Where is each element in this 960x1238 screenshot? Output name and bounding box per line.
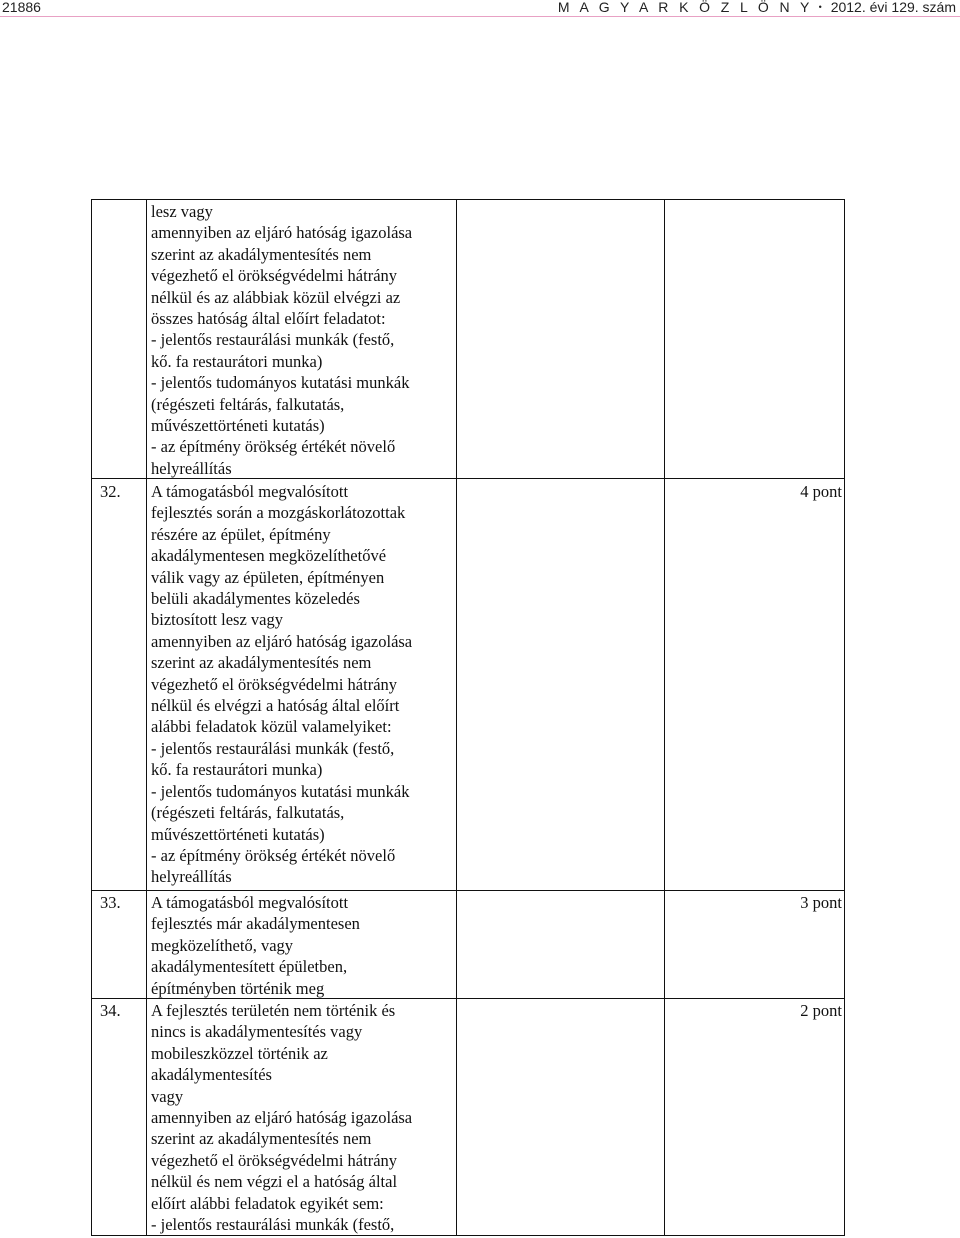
criterion-line: - jelentős restaurálási munkák (festő,	[151, 1215, 395, 1235]
criterion-line: A támogatásból megvalósított	[151, 482, 349, 501]
criterion-line: szerint az akadálymentesítés nem	[151, 244, 372, 264]
criterion-line: helyreállítás	[151, 867, 232, 887]
issue-number: 2012. évi 129. szám	[830, 0, 956, 15]
criterion-line: előírt alábbi feladatok egyikét sem:	[151, 1193, 384, 1213]
criterion-line: nélkül és elvégzi a hatóság által előírt	[151, 696, 400, 716]
criterion-line: amennyiben az eljáró hatóság igazolása	[151, 1108, 413, 1128]
row-number: 34.	[100, 1001, 121, 1020]
row-number: 32.	[100, 482, 121, 501]
row-divider	[91, 890, 845, 891]
criterion-line: megközelíthető, vagy	[151, 935, 294, 955]
row-points: 3 pont	[800, 893, 842, 912]
row-number: 33.	[100, 893, 121, 912]
criterion-line: fejlesztés már akadálymentesen	[151, 914, 360, 934]
criterion-line: végezhető el örökségvédelmi hátrány	[151, 1150, 398, 1170]
criterion-line: (régészeti feltárás, falkutatás,	[151, 803, 345, 823]
criterion-text	[151, 892, 454, 999]
criterion-line: kő. fa restaurátori munka)	[151, 760, 323, 780]
criterion-line: fejlesztés során a mozgáskorlátozottak	[151, 503, 406, 523]
criterion-line: szerint az akadálymentesítés nem	[151, 653, 372, 673]
page-header	[0, 0, 960, 16]
header-divider	[0, 16, 960, 17]
criterion-line: vagy	[151, 1086, 184, 1106]
criterion-line: lesz vagy	[151, 202, 213, 221]
criterion-line: akadálymentesítés	[151, 1065, 272, 1085]
criterion-line: akadálymentesen megközelíthetővé	[151, 546, 387, 566]
criterion-line: (régészeti feltárás, falkutatás,	[151, 394, 345, 414]
criterion-line: végezhető el örökségvédelmi hátrány	[151, 266, 398, 286]
page-number: 21886	[2, 0, 41, 15]
criterion-line: amennyiben az eljáró hatóság igazolása	[151, 631, 413, 651]
criterion-line: nélkül és az alábbiak közül elvégzi az	[151, 287, 401, 307]
criterion-line: alábbi feladatok közül valamelyiket:	[151, 717, 392, 737]
criterion-line: - az építmény örökség értékét növelő	[151, 437, 396, 457]
criterion-line: - az építmény örökség értékét növelő	[151, 845, 396, 865]
criterion-line: művészettörténeti kutatás)	[151, 824, 325, 844]
criterion-line: válik vagy az épületen, építményen	[151, 567, 385, 587]
criterion-line: szerint az akadálymentesítés nem	[151, 1129, 372, 1149]
criterion-line: nélkül és nem végzi el a hatóság által	[151, 1172, 398, 1192]
row-points: 2 pont	[800, 1001, 842, 1020]
criterion-line: részére az épület, építmény	[151, 524, 331, 544]
column-divider-criterion	[456, 199, 457, 1236]
criterion-line: végezhető el örökségvédelmi hátrány	[151, 674, 398, 694]
row-points: 4 pont	[800, 482, 842, 501]
criterion-line: - jelentős restaurálási munkák (festő,	[151, 330, 395, 350]
criterion-line: A támogatásból megvalósított	[151, 893, 349, 912]
criterion-line: - jelentős restaurálási munkák (festő,	[151, 738, 395, 758]
criterion-line: művészettörténeti kutatás)	[151, 416, 325, 436]
criterion-line: akadálymentesített épületben,	[151, 957, 348, 977]
criterion-line: biztosított lesz vagy	[151, 610, 283, 630]
criterion-line: összes hatóság által előírt feladatot:	[151, 309, 386, 329]
criterion-line: helyreállítás	[151, 458, 232, 478]
journal-name: M A G Y A R K Ö Z L Ö N Y	[557, 0, 813, 15]
criterion-line: - jelentős tudományos kutatási munkák	[151, 781, 410, 801]
criterion-line: nincs is akadálymentesítés vagy	[151, 1022, 363, 1042]
criterion-line: építményben történik meg	[151, 978, 325, 998]
criterion-line: A fejlesztés területén nem történik és	[151, 1001, 396, 1020]
criterion-line: belüli akadálymentes közeledés	[151, 589, 360, 609]
criterion-text	[151, 481, 454, 888]
criterion-text	[151, 1000, 454, 1235]
criterion-line: amennyiben az eljáró hatóság igazolása	[151, 223, 413, 243]
column-divider-points	[664, 199, 665, 1236]
bullet-separator: •	[818, 2, 822, 12]
criterion-line: mobileszközzel történik az	[151, 1043, 328, 1063]
column-divider-number	[146, 199, 147, 1236]
criterion-line: kő. fa restaurátori munka)	[151, 351, 323, 371]
criterion-line: - jelentős tudományos kutatási munkák	[151, 373, 410, 393]
criterion-text	[151, 201, 454, 479]
journal-title	[558, 0, 956, 14]
